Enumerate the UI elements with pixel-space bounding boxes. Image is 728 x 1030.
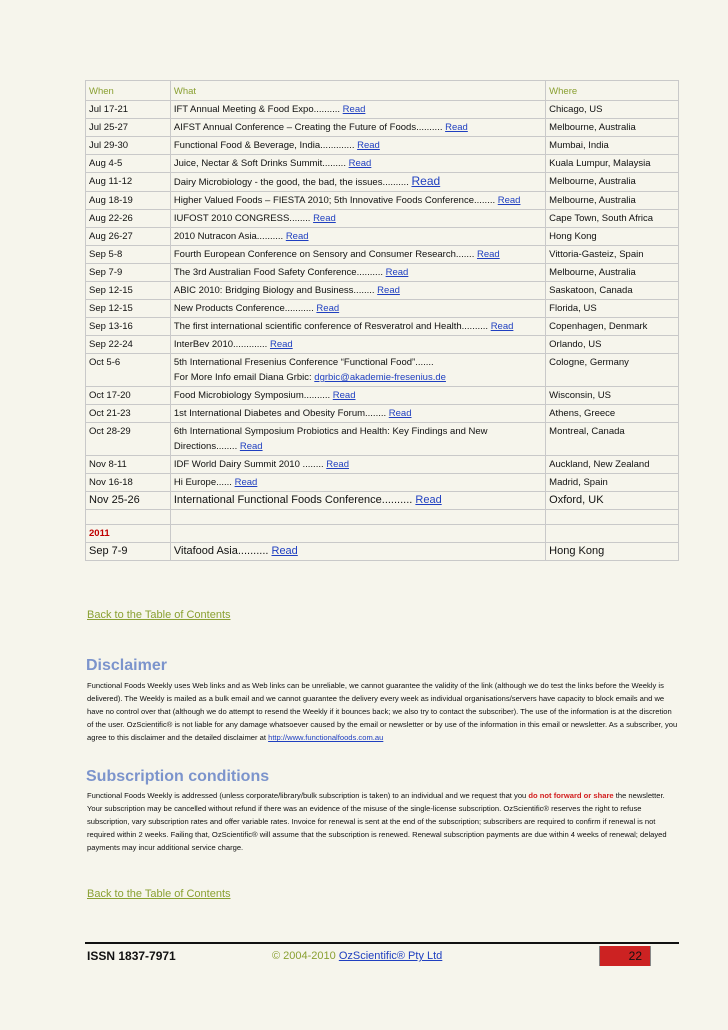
empty-row (86, 510, 679, 525)
events-table (85, 80, 679, 561)
read-link[interactable]: Read (377, 285, 400, 296)
event-title (170, 456, 545, 474)
read-link[interactable]: Read (332, 390, 356, 401)
event-title (170, 423, 545, 456)
read-link[interactable]: Read (476, 249, 500, 260)
table-row (86, 101, 679, 119)
event-location: Orlando, US (546, 336, 679, 354)
event-location: Copenhagen, Denmark (546, 318, 679, 336)
subscription-text (87, 789, 679, 854)
read-link[interactable]: Read (348, 158, 372, 169)
event-location: Saskatoon, Canada (546, 282, 679, 300)
event-date: Aug 18-19 (86, 192, 171, 210)
read-link[interactable]: Read (445, 122, 468, 133)
event-name: International Functional Foods Conference.......... (173, 494, 413, 506)
event-date: Oct 21-23 (86, 405, 171, 423)
read-link[interactable]: Read (342, 104, 366, 115)
event-title (170, 210, 545, 228)
header-when: When (86, 81, 171, 101)
read-link[interactable]: Read (269, 339, 293, 350)
table-row (86, 137, 679, 155)
table-row (86, 387, 679, 405)
table-row (86, 423, 679, 456)
event-title (170, 336, 545, 354)
event-date: Sep 13-16 (86, 318, 171, 336)
event-date: Aug 11-12 (86, 173, 171, 192)
event-location: Montreal, Canada (546, 423, 679, 456)
event-title (170, 474, 545, 492)
table-row (86, 246, 679, 264)
read-link[interactable]: Read (388, 408, 412, 419)
event-date: Nov 25-26 (86, 492, 171, 510)
event-name: Functional Food & Beverage, India............. (173, 140, 355, 151)
event-location: Madrid, Spain (546, 474, 679, 492)
table-row (86, 405, 679, 423)
table-row (86, 354, 679, 387)
page-number: 22 (628, 949, 642, 963)
subscription-heading: Subscription conditions (86, 768, 270, 785)
event-location: Cape Town, South Africa (546, 210, 679, 228)
table-row (86, 210, 679, 228)
read-link[interactable]: Read (313, 213, 336, 224)
disclaimer-body: Functional Foods Weekly uses Web links and as Web links can be unreliable, we cannot guarantee the validity of the link (although we do test the links before the Weekly is delivered). The Weekly is mailed as a bulk email and we cannot guarantee the delivery every week as individual organisations/servers have capacity to block emails and we have no control over that (although we do attempt to resend the Weekly if it bounces back; we also try to contact the subscriber). The use of the information is at the discretion of the user. OzScientific® is not liable for any damage whatsoever caused by the email or newsletter or by use of the information in this email or newsletter. As a subscriber, you agree to this disclaimer and the detailed disclaimer at (87, 681, 678, 743)
event-date: Nov 16-18 (86, 474, 171, 492)
event-name: Food Microbiology Symposium.......... (173, 390, 331, 401)
disclaimer-website-link[interactable]: http://www.functionalfoods.com.au (268, 733, 384, 743)
event-name: 5th International Fresenius Conference “Functional Food”....... (173, 357, 434, 368)
event-title (170, 173, 545, 192)
event-date: Aug 22-26 (86, 210, 171, 228)
event-name: IFT Annual Meeting & Food Expo.......... (173, 104, 341, 115)
event-date: Oct 28-29 (86, 423, 171, 456)
empty-cell (170, 525, 545, 543)
subscription-body-2: the newsletter. Your subscription may be cancelled without refund if there was an evidence of the misuse of the single-license subscription. OzScientific® reserves the right to refuse subscription, vary subscription rates and offer variable rates. Invoice for renewal is sent at the end of the subscription; subscribers are required to confirm if renewal is not required within 2 weeks. Failing that, OzScientific® will assume that the subscription is renewed. Renewal subscription payments are due within 4 weeks of renewal; delayed payments may incur additional service charge. (87, 791, 667, 853)
event-date: Oct 17-20 (86, 387, 171, 405)
table-row (86, 474, 679, 492)
event-title (170, 137, 545, 155)
year-label: 2011 (86, 525, 171, 543)
event-title (170, 492, 545, 510)
event-date: Sep 7-9 (86, 264, 171, 282)
event-name: Dairy Microbiology - the good, the bad, the issues.......... (173, 177, 409, 188)
event-date: Sep 5-8 (86, 246, 171, 264)
event-name: IUFOST 2010 CONGRESS........ (173, 213, 311, 224)
event-title (170, 354, 545, 387)
event-date: Aug 26-27 (86, 228, 171, 246)
event-location: Melbourne, Australia (546, 119, 679, 137)
event-name: ABIC 2010: Bridging Biology and Business........ (173, 285, 375, 296)
table-row (86, 119, 679, 137)
company-link[interactable]: OzScientific® Pty Ltd (338, 950, 443, 962)
event-date: Nov 8-11 (86, 456, 171, 474)
event-title (170, 101, 545, 119)
table-row (86, 300, 679, 318)
read-link[interactable]: Read (497, 195, 521, 206)
table-row (86, 264, 679, 282)
event-date: Sep 12-15 (86, 282, 171, 300)
event-title (170, 300, 545, 318)
event-date: Jul 25-27 (86, 119, 171, 137)
footer-issn: ISSN 1837-7971 (87, 949, 176, 963)
event-location: Melbourne, Australia (546, 264, 679, 282)
read-link[interactable]: Read (234, 477, 258, 488)
empty-cell (546, 525, 679, 543)
table-row (86, 228, 679, 246)
read-link[interactable]: Read (385, 267, 409, 278)
year-row (86, 525, 679, 543)
event-name: The 3rd Australian Food Safety Conference.......... (173, 267, 383, 278)
event-title (170, 264, 545, 282)
event-date: Jul 29-30 (86, 137, 171, 155)
event-name: The first international scientific conference of Resveratrol and Health.......... (173, 321, 489, 332)
event-name: InterBev 2010............. (173, 339, 268, 350)
read-link[interactable]: Read (357, 140, 380, 151)
back-to-toc-link-2[interactable]: Back to the Table of Contents (87, 888, 231, 900)
event-name: Fourth European Conference on Sensory and Consumer Research....... (173, 249, 475, 260)
event-name: Juice, Nectar & Soft Drinks Summit......... (173, 158, 346, 169)
event-date: Aug 4-5 (86, 155, 171, 173)
table-row (86, 543, 679, 561)
event-location: Wisconsin, US (546, 387, 679, 405)
event-name: Higher Valued Foods – FIESTA 2010; 5th Innovative Foods Conference........ (173, 195, 496, 206)
event-location: Mumbai, India (546, 137, 679, 155)
read-link[interactable]: Read (285, 231, 309, 242)
header-what: What (170, 81, 545, 101)
event-title (170, 155, 545, 173)
event-name: 2010 Nutracon Asia.......... (173, 231, 284, 242)
event-location: Kuala Lumpur, Malaysia (546, 155, 679, 173)
table-row (86, 192, 679, 210)
table-row (86, 282, 679, 300)
header-where: Where (546, 81, 679, 101)
event-date: Sep 12-15 (86, 300, 171, 318)
event-title (170, 282, 545, 300)
subscription-body-1: Functional Foods Weekly is addressed (unless corporate/library/bulk subscription is taken) to an individual and we request that you (87, 791, 527, 800)
event-contact-text: For More Info email Diana Grbic: (173, 372, 312, 383)
event-location: Oxford, UK (546, 492, 679, 510)
empty-cell (86, 510, 171, 525)
table-row (86, 456, 679, 474)
event-name: Hi Europe...... (173, 477, 232, 488)
footer-copyright (272, 950, 442, 962)
back-to-toc-link[interactable]: Back to the Table of Contents (87, 609, 231, 621)
event-location: Vittoria-Gasteiz, Spain (546, 246, 679, 264)
event-location: Florida, US (546, 300, 679, 318)
event-title (170, 405, 545, 423)
read-link[interactable]: Read (411, 174, 441, 188)
do-not-forward-highlight: do not forward or share (528, 791, 614, 800)
event-title (170, 119, 545, 137)
event-name: New Products Conference........... (173, 303, 314, 314)
event-location: Hong Kong (546, 228, 679, 246)
empty-cell (546, 510, 679, 525)
event-title (170, 246, 545, 264)
table-row (86, 336, 679, 354)
event-title (170, 192, 545, 210)
disclaimer-heading: Disclaimer (86, 657, 167, 674)
event-title (170, 228, 545, 246)
event-name: IDF World Dairy Summit 2010 ........ (173, 459, 324, 470)
table-row (86, 318, 679, 336)
event-location: Athens, Greece (546, 405, 679, 423)
event-title (170, 387, 545, 405)
event-location: Cologne, Germany (546, 354, 679, 387)
event-title (170, 543, 545, 561)
event-date: Sep 7-9 (86, 543, 171, 561)
copyright-years: © 2004-2010 (272, 950, 336, 962)
event-location: Melbourne, Australia (546, 192, 679, 210)
event-name: Vitafood Asia.......... (173, 545, 269, 557)
table-row (86, 492, 679, 510)
event-location: Hong Kong (546, 543, 679, 561)
page-number-box (599, 946, 651, 966)
event-title (170, 318, 545, 336)
table-row (86, 155, 679, 173)
email-link[interactable]: dgrbic@akademie-fresenius.de (314, 372, 446, 383)
event-location: Melbourne, Australia (546, 173, 679, 192)
empty-cell (170, 510, 545, 525)
disclaimer-text (87, 679, 679, 744)
event-date: Oct 5-6 (86, 354, 171, 387)
event-name: AIFST Annual Conference – Creating the Future of Foods.......... (173, 122, 443, 133)
read-link[interactable]: Read (316, 303, 340, 314)
event-location: Auckland, New Zealand (546, 456, 679, 474)
event-name: 6th International Symposium Probiotics and Health: Key Findings and New Directions........ (173, 426, 488, 452)
table-row (86, 173, 679, 192)
read-link[interactable]: Read (326, 459, 349, 470)
read-link[interactable]: Read (271, 545, 298, 557)
read-link[interactable]: Read (239, 441, 263, 452)
event-name: 1st International Diabetes and Obesity Forum........ (173, 408, 387, 419)
read-link[interactable]: Read (415, 494, 442, 506)
read-link[interactable]: Read (490, 321, 514, 332)
footer-divider (85, 942, 679, 944)
event-date: Sep 22-24 (86, 336, 171, 354)
event-location: Chicago, US (546, 101, 679, 119)
event-date: Jul 17-21 (86, 101, 171, 119)
table-header-row (86, 81, 679, 101)
